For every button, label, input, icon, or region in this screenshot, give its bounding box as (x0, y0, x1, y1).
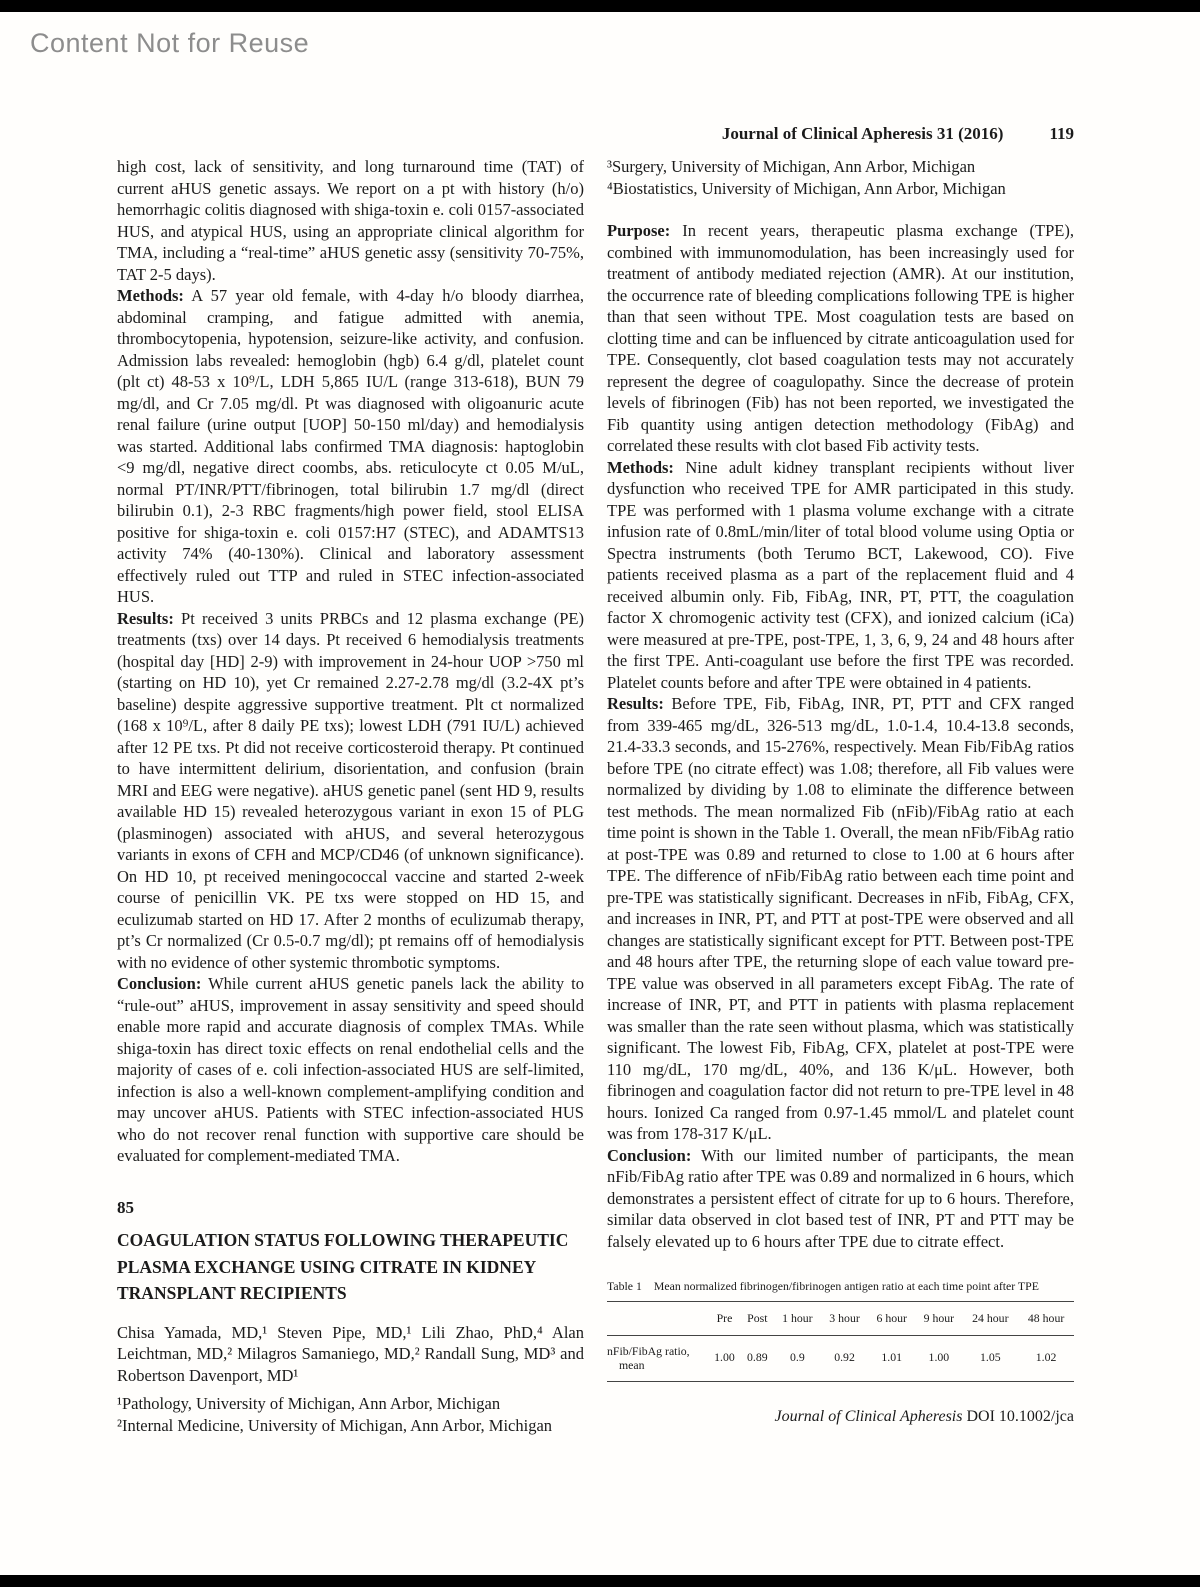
section-label: Methods: (607, 457, 674, 477)
table-cell: 1.05 (962, 1335, 1018, 1381)
section-label: Methods: (117, 286, 184, 305)
table-header-9hour: 9 hour (915, 1302, 962, 1336)
table-header-3hour: 3 hour (821, 1302, 868, 1336)
table-cell: 1.02 (1018, 1335, 1074, 1381)
section-text: Pt received 3 units PRBCs and 12 plasma exchange (PE) treatments (txs) over 14 days. Pt received 6 hemodialysis treatments (hospital day [HD] 2-9) with improvement in 24-hour UOP >750 ml (starting on HD 10), yet Cr remained 2.27-2.78 mg/dl (3.2-4X pt’s baseline) despite aggressive supportive treatment. Plt ct normalized (168 x 10⁹/L, after 8 daily PE txs); lowest LDH (791 IU/L) achieved after 12 PE txs. Pt did not receive corticosteroid therapy. Pt continued to have intermittent delirium, disorientation, and confusion (brain MRI and EEG were negative). aHUS genetic panel (sent HD 9, results available HD 15) revealed heterozygous variant in exon 15 of PLG (plasminogen) associated with aHUS, and several heterozygous variants in exons of CFH and MCP/CD46 (of unknown significance). On HD 10, pt received meningococcal vaccine and started 2-week course of penicillin VK. PE txs were stopped on HD 15, and eculizumab started on HD 17. After 2 months of eculizumab therapy, pt’s Cr normalized (Cr 0.5-0.7 mg/dl); pt remains off of hemodialysis with no evidence of other systemic thrombotic symptoms. (117, 608, 584, 972)
page-header (117, 124, 1074, 144)
right-column (607, 156, 1074, 1436)
section-label: Results: (607, 694, 664, 713)
table-header-post: Post (741, 1302, 774, 1336)
table-header-blank (607, 1302, 708, 1336)
affiliations-right (607, 156, 1074, 199)
left-column (117, 156, 584, 1436)
abstract-85-purpose (607, 220, 1074, 457)
table-label: Table 1 (607, 1279, 642, 1293)
table-cell: 1.00 (915, 1335, 962, 1381)
table-caption-text: Mean normalized fibrinogen/fibrinogen antigen ratio at each time point after TPE (653, 1279, 1039, 1293)
table-header-24hour: 24 hour (962, 1302, 1018, 1336)
page-number: 119 (1049, 124, 1074, 143)
section-text: In recent years, therapeutic plasma exchange (TPE), combined with immunomodulation, has been increasingly used for treatment of antibody mediated rejection (AMR). At our institution, the occurrence rate of bleeding complications following TPE is higher than that seen without TPE. Most coagulation tests are based on clotting time and can be influenced by citrate anticoagulation used for TPE. Consequently, clot based coagulation tests may not accurately represent the degree of coagulopathy. Since the decrease of protein levels of fibrinogen (Fib) has not been reported, we investigated the Fib quantity using antigen detection methodology (FibAg) and correlated these results with clot based Fib activity tests. (607, 221, 1074, 455)
table-header-row (607, 1302, 1074, 1336)
abstract-84-continuation (117, 156, 584, 285)
table-header-6hour: 6 hour (868, 1302, 915, 1336)
affiliation-2: ²Internal Medicine, University of Michigan, Ann Arbor, Michigan (117, 1415, 553, 1435)
section-text: high cost, lack of sensitivity, and long turnaround time (TAT) of current aHUS genetic assays. We report on a pt with history (h/o) hemorrhagic colitis diagnosed with shiga-toxin e. coli 0157-associated HUS, and atypical HUS, using an appropriate clinical algorithm for TMA, including a “real-time” aHUS genetic assy (sensitivity 70-75%, TAT 2-5 days). (117, 157, 584, 284)
footer-journal-name: Journal of Clinical Apheresis (774, 1407, 963, 1425)
top-black-bar (0, 0, 1200, 12)
watermark-text: Content Not for Reuse (30, 28, 310, 58)
table-cell: 0.92 (821, 1335, 868, 1381)
table-cell: 1.00 (708, 1335, 741, 1381)
table-caption (607, 1279, 1074, 1301)
table-row-label: nFib/FibAg ratio, mean (607, 1335, 708, 1381)
affiliation-4: ⁴Biostatistics, University of Michigan, Ann Arbor, Michigan (607, 178, 1006, 198)
abstract-84-results (117, 608, 584, 974)
table-grid (607, 1301, 1074, 1382)
affiliation-1: ¹Pathology, University of Michigan, Ann Arbor, Michigan (117, 1394, 501, 1413)
author-list: Chisa Yamada, MD,¹ Steven Pipe, MD,¹ Lili Zhao, PhD,⁴ Alan Leichtman, MD,² Milagros Samaniego, MD,² Randall Sung, MD³ and Robertson Davenport, MD¹ (117, 1322, 584, 1385)
table-header-1hour: 1 hour (774, 1302, 821, 1336)
footer-doi: DOI 10.1002/jca (966, 1407, 1074, 1425)
table-cell: 0.89 (741, 1335, 774, 1381)
abstract-number: 85 (117, 1197, 134, 1217)
section-text: Nine adult kidney transplant recipients without liver dysfunction who received TPE for AMR participated in this study. TPE was performed with 1 plasma volume exchange with a citrate infusion rate of 0.8mL/min/liter of total blood volume using Optia or Spectra instruments (both Terumo BCT, Lakewood, CO). Five patients received plasma as a part of the replacement fluid and 4 received albumin only. Fib, FibAg, INR, PT, PTT, the coagulation factor X chromogenic activity test (CFX), and ionized calcium (iCa) were measured at pre-TPE, post-TPE, 1, 3, 6, 9, 24 and 48 hours after the first TPE. Anti-coagulant use before the first TPE was recorded. Platelet counts before and after TPE were obtained in 4 patients. (607, 457, 1074, 692)
section-label: Conclusion: (607, 1145, 692, 1165)
section-label: Conclusion: (117, 974, 202, 993)
abstract-85-conclusion (607, 1145, 1074, 1253)
journal-footer (607, 1406, 1074, 1428)
abstract-84-conclusion (117, 973, 584, 1167)
abstract-title: COAGULATION STATUS FOLLOWING THERAPEUTIC PLASMA EXCHANGE USING CITRATE IN KIDNEY TRANSPLANT RECIPIENTS (117, 1230, 569, 1303)
abstract-85-methods (607, 457, 1074, 694)
table-row (607, 1335, 1074, 1381)
affiliations-left (117, 1393, 584, 1436)
table-1 (607, 1279, 1074, 1382)
section-text: With our limited number of participants, the mean nFib/FibAg ratio after TPE was 0.89 and normalized in 6 hours, which demonstrates a persistent effect of citrate for up to 6 hours. Therefore, similar data observed in clot based test of INR, PT and PTT may be falsely elevated up to 6 hours after TPE due to citrate effect. (607, 1145, 1074, 1251)
section-text: A 57 year old female, with 4-day h/o bloody diarrhea, abdominal cramping, and fatigue admitted with anemia, thrombocytopenia, hypotension, seizure-like activity, and confusion. Admission labs revealed: hemoglobin (hgb) 6.4 g/dl, platelet count (plt ct) 48-53 x 10⁹/L, LDH 5,865 IU/L (range 313-618), BUN 79 mg/dl, and Cr 7.05 mg/dl. Pt was diagnosed with oligoanuric acute renal failure (urine output [UOP] 50-150 ml/day) and hemodialysis was started. Additional labs confirmed TMA diagnosis: haptoglobin <9 mg/dl, negative direct coombs, abs. reticulocyte ct 0.05 M/uL, normal PT/INR/PTT/fibrinogen, total bilirubin 1.7 mg/dl (direct bilirubin 0.1), 2-3 RBC fragments/high power field, stool ELISA positive for shiga-toxin e. coli 0157:H7 (STEC), and ADAMTS13 activity 74% (40-130%). Clinical and laboratory assessment effectively ruled out TTP and ruled in STEC infection-associated HUS. (117, 286, 584, 606)
bottom-black-bar (0, 1575, 1200, 1587)
table-header-pre: Pre (708, 1302, 741, 1336)
page-content (117, 124, 1074, 1436)
table-cell: 1.01 (868, 1335, 915, 1381)
abstract-84-methods (117, 285, 584, 608)
journal-title: Journal of Clinical Apheresis 31 (2016) (721, 124, 1004, 143)
section-label: Purpose: (607, 221, 671, 240)
two-column-layout (117, 156, 1074, 1436)
section-label: Results: (117, 608, 174, 628)
abstract-85-results (607, 693, 1074, 1145)
section-text: While current aHUS genetic panels lack the ability to “rule-out” aHUS, improvement in assay sensitivity and speed should enable more rapid and accurate diagnosis of complex TMAs. While shiga-toxin has direct toxic effects on renal endothelial cells and the majority of cases of e. coli infection-associated HUS are self-limited, infection is also a well-known complement-amplifying condition and may uncover aHUS. Patients with STEC infection-associated HUS who do not recover renal function with supportive care should be evaluated for complement-mediated TMA. (117, 974, 584, 1165)
table-header-48hour: 48 hour (1018, 1302, 1074, 1336)
table-cell: 0.9 (774, 1335, 821, 1381)
affiliation-3: ³Surgery, University of Michigan, Ann Arbor, Michigan (607, 157, 976, 176)
section-text: Before TPE, Fib, FibAg, INR, PT, PTT and CFX ranged from 339-465 mg/dL, 326-513 mg/dL, 1.0-1.4, 10.4-13.8 seconds, 21.4-33.3 seconds, and 15-276%, respectively. Mean Fib/FibAg ratios before TPE (no citrate effect) was 1.08; therefore, all Fib values were normalized by dividing by 1.08 to eliminate the difference between test methods. The mean normalized Fib (nFib)/FibAg ratio at each time point is shown in the Table 1. Overall, the mean nFib/FibAg ratio at post-TPE was 0.89 and returned to close to 1.00 at 6 hours after TPE. The difference of nFib/FibAg ratio between each time point and pre-TPE was statistically significant. Decreases in nFib, FibAg, CFX, and increases in INR, PT, and PTT at post-TPE were observed and all changes are statistically significant except for PTT. Between post-TPE and 48 hours after TPE, the returning slope of each value toward pre-TPE value was observed in all parameters except FibAg. The rate of increase of INR, PT, and PTT in patients with plasma replacement was smaller than the rate seen without plasma, which was statistically significant. The lowest Fib, FibAg, CFX, platelet at post-TPE were 110 mg/dL, 170 mg/dL, 40%, and 136 K/μL. However, both fibrinogen and coagulation factor did not return to pre-TPE level in 48 hours. Ionized Ca ranged from 0.97-1.45 mmol/L and platelet count was from 178-317 K/μL. (607, 694, 1074, 1143)
